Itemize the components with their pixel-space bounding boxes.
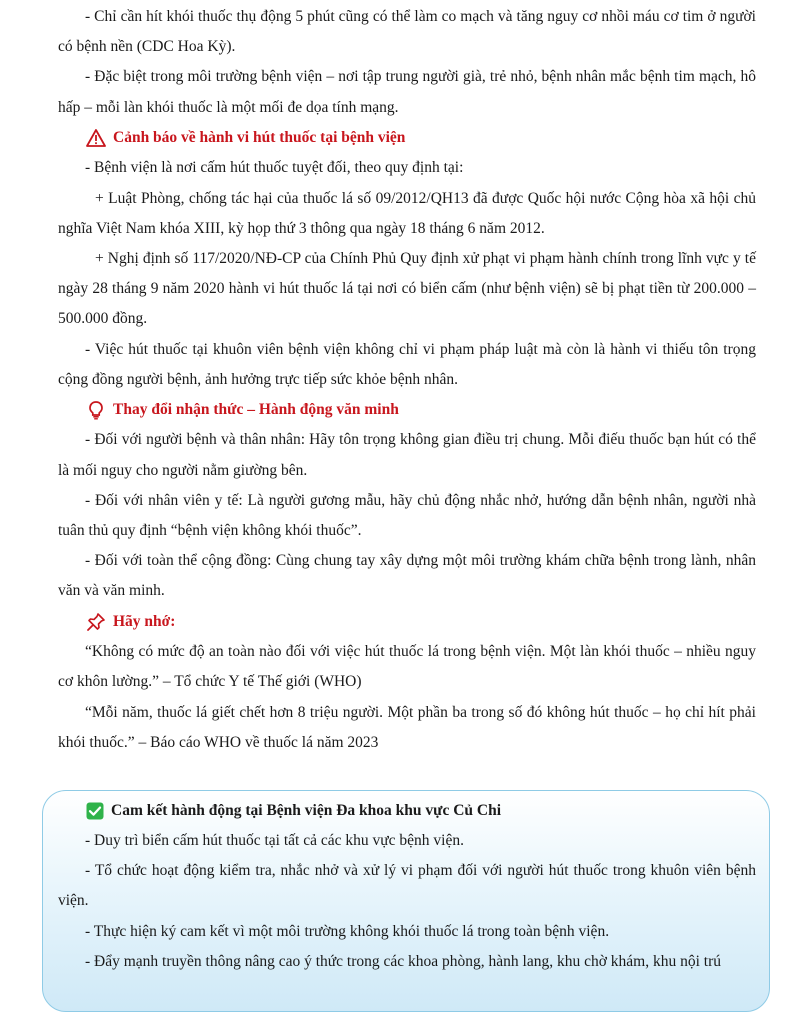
law-item-2: + Nghị định số 117/2020/NĐ-CP của Chính Phủ Quy định xử phạt vi phạm hành chính trong lĩnh vực y tế ngày 28 tháng 9 năm 2020 hành vi hút thuốc lá tại nơi có biển cấm (như bệnh viện) sẽ bị phạt tiền từ 200.000 – 500.000 đồng. (58, 249, 756, 328)
awareness-item: - Đối với người bệnh và thân nhân: Hãy tôn trọng không gian điều trị chung. Mỗi điếu thuốc bạn hút có thể là mối nguy cho người nằm giường bên. (58, 431, 756, 479)
who-quote: “Mỗi năm, thuốc lá giết chết hơn 8 triệu người. Một phần ba trong số đó không hút thuốc – họ chỉ hít phải khói thuốc.” – Báo cáo WHO về thuốc lá năm 2023 (58, 703, 756, 751)
commitment-heading (86, 796, 756, 826)
warning-closing: - Việc hút thuốc tại khuôn viên bệnh viện không chỉ vi phạm pháp luật mà còn là hành vi thiếu tôn trọng cộng đồng người bệnh, ảnh hưởng trực tiếp sức khỏe bệnh nhân. (58, 340, 756, 388)
commitment-item: - Đẩy mạnh truyền thông nâng cao ý thức trong các khoa phòng, hành lang, khu chờ khám, khu nội trú (85, 952, 722, 970)
commitment-box (42, 790, 770, 1012)
warning-intro: - Bệnh viện là nơi cấm hút thuốc tuyệt đối, theo quy định tại: (85, 159, 464, 177)
remember-heading-text: Hãy nhớ: (113, 612, 176, 630)
awareness-item: - Đối với toàn thể cộng đồng: Cùng chung tay xây dựng một môi trường khám chữa bệnh trong lành, nhân văn và văn minh. (58, 552, 756, 600)
warning-heading (86, 123, 756, 154)
lightbulb-icon (86, 400, 106, 420)
pushpin-icon (86, 612, 106, 632)
commitment-item: - Tổ chức hoạt động kiểm tra, nhắc nhở và xử lý vi phạm đối với người hút thuốc trong khuôn viên bệnh viện. (58, 862, 756, 910)
warning-heading-text: Cảnh báo về hành vi hút thuốc tại bệnh viện (113, 128, 406, 146)
awareness-item: - Đối với nhân viên y tế: Là người gương mẫu, hãy chủ động nhắc nhở, hướng dẫn bệnh nhân, người nhà tuân thủ quy định “bệnh viện không khói thuốc”. (58, 491, 756, 540)
commitment-item: - Duy trì biển cấm hút thuốc tại tất cả các khu vực bệnh viện. (85, 832, 464, 849)
check-box-icon (86, 802, 104, 820)
awareness-heading-text: Thay đổi nhận thức – Hành động văn minh (113, 400, 399, 418)
commitment-heading-text: Cam kết hành động tại Bệnh viện Đa khoa khu vực Củ Chi (111, 802, 502, 819)
warning-triangle-icon (86, 128, 106, 148)
document-page (58, 0, 756, 758)
commitment-item: - Thực hiện ký cam kết vì một môi trường không khói thuốc lá trong toàn bệnh viện. (85, 922, 610, 940)
who-quote: “Không có mức độ an toàn nào đối với việc hút thuốc lá trong bệnh viện. Một làn khói thuốc – nhiều nguy cơ khôn lường.” – Tổ chức Y tế Thế giới (WHO) (58, 643, 756, 691)
law-item-1: + Luật Phòng, chống tác hại của thuốc lá số 09/2012/QH13 đã được Quốc hội nước Cộng hòa xã hội chủ nghĩa Việt Nam khóa XIII, kỳ họp thứ 3 thông qua ngày 18 tháng 6 năm 2012. (58, 189, 756, 237)
remember-heading (86, 607, 756, 638)
awareness-heading (86, 395, 756, 426)
paragraph-hospital-environment: - Đặc biệt trong môi trường bệnh viện – nơi tập trung người già, trẻ nhỏ, bệnh nhân mắc bệnh tim mạch, hô hấp – mỗi làn khói thuốc là một mối đe dọa tính mạng. (58, 68, 756, 116)
paragraph-passive-smoke: - Chỉ cần hít khói thuốc thụ động 5 phút cũng có thể làm co mạch và tăng nguy cơ nhồi máu cơ tim ở người có bệnh nền (CDC Hoa Kỳ). (58, 8, 756, 56)
